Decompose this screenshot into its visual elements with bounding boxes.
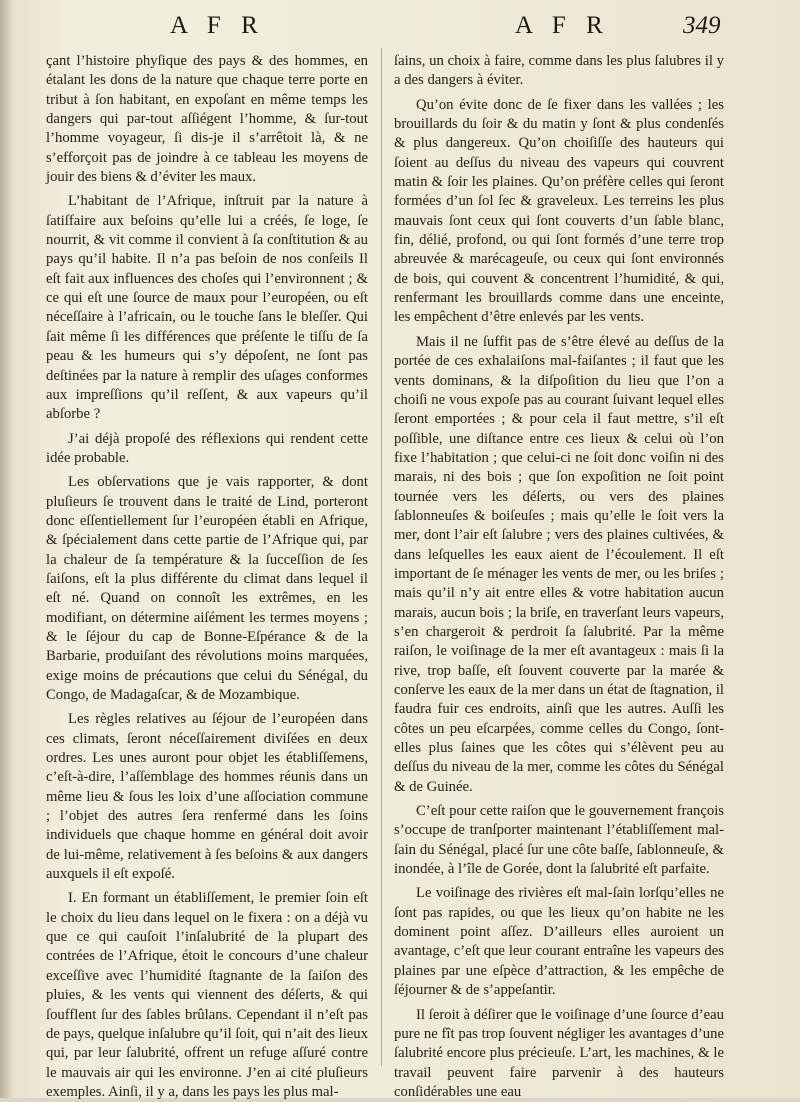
paragraph: Le voiſinage des rivières eſt mal-ſain lorſqu’elles ne ſont pas rapides, ou que les lieux qu’on habite ne les dominent point aſſez. D’ailleurs elles auroient un avantage, c’eſt que leur courant entraîne les vapeurs des plaines par une eſpèce d’attraction, & les empêche de ſéjourner & de s’appeſantir.	[394, 884, 724, 1000]
column-rule	[381, 48, 382, 1066]
paragraph: Les obſervations que je vais rapporter, & dont pluſieurs ſe trouvent dans le traité de Lind, porteront donc eſſentiellement ſur l’européen établi en Afrique, & ſpécialement dans cette partie de l’Afrique qui, par la chaleur de ſa température & la ſucceſſion de ſes ſaiſons, eſt la plus différente du climat dans lequel il eſt né. Quand on connoît les extrêmes, en les modifiant, on détermine aiſément les termes moyens ; & le ſéjour du cap de Bonne-Eſpérance & de la Barbarie, produiſant des révolutions moins marquées, exige moins de précautions que celui du Sénégal, du Congo, de Madagaſcar, & de Mozambique.	[46, 473, 368, 705]
paragraph: J’ai déjà propoſé des réflexions qui rendent cette idée probable.	[46, 430, 368, 469]
paragraph: ſains, un choix à faire, comme dans les plus ſalubres il y a des dangers à éviter.	[394, 52, 724, 91]
paragraph: C’eſt pour cette raiſon que le gouvernement françois s’occupe de tranſporter maintenant l’établiſſement mal-ſain du Sénégal, placé ſur une côte baſſe, ſablonneuſe, & inondée, à l’île de Gorée, dont la ſalubrité eſt parfaite.	[394, 802, 724, 879]
paragraph: Mais il ne ſuffit pas de s’être élevé au deſſus de la portée de ces exhalaiſons mal-faiſantes ; il faut que les vents dominans, & la diſpoſition du lieu que l’on a choiſi ne vous expoſe pas au courant ſuivant lequel elles ſeront emportées ; & pour cela il faut mettre, s’il eſt poſſible, une diſtance entre ces lieux & celui où l’on fixe l’habitation ; que celui-ci ne ſoit donc voiſin ni des marais, ni des bois ; que ſon expoſition ne ſoit point tournée vers les déſerts, ou vers des plaines ſablonneuſes & boiſeuſes ; mais qu’elle le ſoit vers la mer, dont l’air eſt ſalubre ; vers des plaines cultivées, & dans leſquelles les eaux aient de l’écoulement. Il eſt important de ſe ménager les vents de mer, ou les briſes ; mais qu’il n’y ait entre elles & votre habitation aucun marais, aucun bois ; la briſe, en traverſant leurs vapeurs, s’en chargeroit & perdroit ſa ſalubrité. Par la même raiſon, le voiſinage de la mer eſt avantageux : mais ſi la rive, trop baſſe, eſt ſouvent couverte par la marée & conſerve les eaux de la mer dans un état de ſtagnation, il faudra fuir ces endroits, ainſi que les autres. Auſſi les côtes un peu eſcarpées, comme celles du Congo, ſont-elles plus ſaines que les côtes qui s’élèvent peu au deſſus du niveau de la mer, comme les côtes du Sénégal & de Guinée.	[394, 333, 724, 797]
paragraph: Qu’on évite donc de ſe fixer dans les vallées ; les brouillards du ſoir & du matin y ſont & plus condenſés & plus dangereux. Qu’on choiſiſſe des hauteurs qui ſoient au deſſus du niveau des vapeurs qui couvrent matin & ſoir les plaines. Qu’on préfère celles qui ſeront formées d’un ſol ſec & graveleux. Les terreins les plus mauvais ſont ceux qui ſont couverts d’un ſable blanc, fin, délié, profond, ou qui ſont formés d’une terre trop abreuvée & marécageuſe, ou ceux qui ſont environnés de bois, qui couvent & concentrent l’humidité, & qui, renfermant les brouillards comme dans une enceinte, les empêchent d’être enlevés par les vents.	[394, 96, 724, 328]
page-number: 349	[683, 12, 721, 40]
left-column	[46, 52, 368, 1074]
paragraph: Les règles relatives au ſéjour de l’européen dans ces climats, ſeront néceſſairement diviſées en deux ordres. Les unes auront pour objet les établiſſemens, c’eſt-à-dire, l’aſſemblage des hommes réunis dans un même lieu & ſous les loix d’une aſſociation commune ; l’objet des autres ſera renfermé dans les ſoins individuels que chaque homme en général doit avoir de lui-même, relativement à ſes beſoins & aux dangers auxquels il eſt expoſé.	[46, 710, 368, 884]
paragraph: çant l’histoire phyſique des pays & des hommes, en étalant les dons de la nature que chaque terre porte en tribut à ſon habitant, en expoſant en même temps les dangers qui par-tout aſſiégent l’homme, & ſur-tout l’homme voyageur, ſi dis-je il s’arrêtoit là, & ne s’efforçoit pas de joindre à ce tableau les moyens de jouir des biens & d’éviter les maux.	[46, 52, 368, 187]
right-column	[394, 52, 724, 1074]
running-head-left: A F R	[170, 12, 265, 40]
paragraph: Il ſeroit à déſirer que le voiſinage d’une ſource d’eau pure ne fît pas trop ſouvent négliger les avantages d’une ſalubrité encore plus précieuſe. L’art, les machines, & le travail peuvent faire parvenir à des hauteurs conſidérables une eau	[394, 1006, 724, 1102]
paragraph: I. En formant un établiſſement, le premier ſoin eſt le choix du lieu dans lequel on le fixera : on a déjà vu que ce qui cauſoit l’inſalubrité de la plupart des contrées de l’Afrique, étoit le concours d’une chaleur exceſſive avec l’humidité ſtagnante de la ſaiſon des pluies, & les vents qui viennent des déſerts, & qui ſoufflent ſur des ſables brûlans. Cependant il n’eſt pas de pays, quelque inſalubre qu’il ſoit, qui n’ait des lieux qui, par leur ſalubrité, offrent un refuge aſſuré contre le mauvais air qui les environne. J’en ai cité pluſieurs exemples. Ainſi, il y a, dans les pays les plus mal-	[46, 889, 368, 1102]
running-head-right: A F R	[515, 12, 610, 40]
paragraph: L’habitant de l’Afrique, inſtruit par la nature à ſatiſfaire aux beſoins qu’elle lui a créés, ſe loge, ſe nourrit, & vit comme il convient à ſa conſtitution & au pays qu’il habite. Il n’a pas beſoin de nos conſeils Il eſt fait aux influences des choſes qui l’environnent ; & ce qui eſt une ſource de maux pour l’européen, ou eſt néceſſaire à l’africain, ou le touche ſans le bleſſer. Qui ſait même ſi les différences que préſente le tiſſu de ſa peau & les humeurs qui s’y dépoſent, ne ſont pas deſtinées par la nature à remplir des uſages conformes aux impreſſions qu’il reſſent, & aux vapeurs qu’il abſorbe ?	[46, 192, 368, 424]
